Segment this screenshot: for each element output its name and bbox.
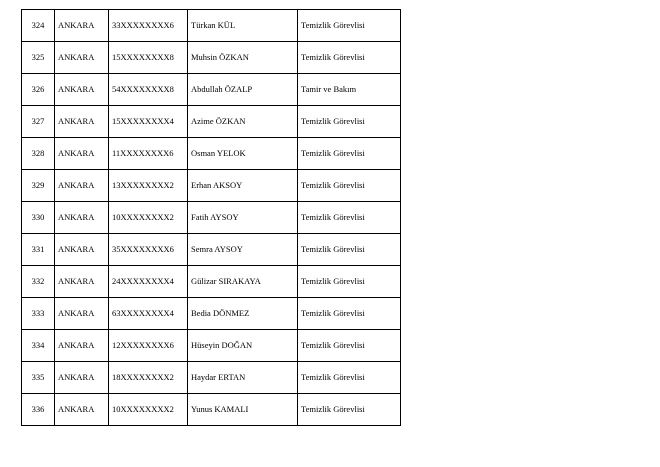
table-cell-no: 328 [22, 138, 55, 170]
table-cell-full-name: Gülizar SIRAKAYA [188, 266, 298, 298]
table-cell-full-name: Erhan AKSOY [188, 170, 298, 202]
table-row [22, 266, 401, 298]
table-cell-role: Temizlik Görevlisi [298, 106, 401, 138]
table-row [22, 106, 401, 138]
records-table-body [22, 10, 401, 426]
table-cell-id-number: 24XXXXXXXX4 [109, 266, 188, 298]
table-cell-role: Temizlik Görevlisi [298, 10, 401, 42]
table-cell-full-name: Semra AYSOY [188, 234, 298, 266]
records-table-container [21, 9, 369, 426]
table-cell-id-number: 13XXXXXXXX2 [109, 170, 188, 202]
table-cell-id-number: 15XXXXXXXX4 [109, 106, 188, 138]
table-cell-city: ANKARA [55, 234, 109, 266]
table-cell-city: ANKARA [55, 74, 109, 106]
table-cell-city: ANKARA [55, 330, 109, 362]
table-cell-no: 325 [22, 42, 55, 74]
table-cell-no: 326 [22, 74, 55, 106]
table-cell-full-name: Fatih AYSOY [188, 202, 298, 234]
table-cell-no: 327 [22, 106, 55, 138]
table-cell-role: Temizlik Görevlisi [298, 138, 401, 170]
table-cell-role: Temizlik Görevlisi [298, 362, 401, 394]
table-row [22, 394, 401, 426]
table-cell-role: Temizlik Görevlisi [298, 394, 401, 426]
table-cell-id-number: 12XXXXXXXX6 [109, 330, 188, 362]
table-row [22, 138, 401, 170]
table-cell-role: Temizlik Görevlisi [298, 234, 401, 266]
records-table [21, 9, 401, 426]
table-cell-city: ANKARA [55, 170, 109, 202]
table-cell-id-number: 15XXXXXXXX8 [109, 42, 188, 74]
table-cell-city: ANKARA [55, 298, 109, 330]
table-row [22, 234, 401, 266]
table-cell-no: 330 [22, 202, 55, 234]
table-cell-id-number: 35XXXXXXXX6 [109, 234, 188, 266]
table-cell-full-name: Türkan KÜL [188, 10, 298, 42]
table-cell-role: Tamir ve Bakım [298, 74, 401, 106]
table-cell-full-name: Bedia DÖNMEZ [188, 298, 298, 330]
table-cell-full-name: Azime ÖZKAN [188, 106, 298, 138]
table-cell-no: 324 [22, 10, 55, 42]
table-cell-no: 334 [22, 330, 55, 362]
table-cell-no: 335 [22, 362, 55, 394]
table-cell-role: Temizlik Görevlisi [298, 298, 401, 330]
table-cell-role: Temizlik Görevlisi [298, 170, 401, 202]
table-cell-full-name: Haydar ERTAN [188, 362, 298, 394]
table-row [22, 362, 401, 394]
table-cell-full-name: Osman YELOK [188, 138, 298, 170]
table-cell-city: ANKARA [55, 202, 109, 234]
table-cell-role: Temizlik Görevlisi [298, 42, 401, 74]
table-cell-id-number: 10XXXXXXXX2 [109, 202, 188, 234]
table-cell-role: Temizlik Görevlisi [298, 330, 401, 362]
table-row [22, 74, 401, 106]
table-row [22, 10, 401, 42]
table-cell-id-number: 54XXXXXXXX8 [109, 74, 188, 106]
table-row [22, 298, 401, 330]
table-cell-no: 336 [22, 394, 55, 426]
table-cell-role: Temizlik Görevlisi [298, 266, 401, 298]
table-cell-id-number: 11XXXXXXXX6 [109, 138, 188, 170]
table-cell-role: Temizlik Görevlisi [298, 202, 401, 234]
table-row [22, 330, 401, 362]
table-cell-full-name: Yunus KAMALI [188, 394, 298, 426]
table-cell-no: 331 [22, 234, 55, 266]
table-cell-no: 332 [22, 266, 55, 298]
table-cell-city: ANKARA [55, 362, 109, 394]
table-cell-city: ANKARA [55, 138, 109, 170]
table-cell-city: ANKARA [55, 266, 109, 298]
table-row [22, 170, 401, 202]
table-cell-id-number: 33XXXXXXXX6 [109, 10, 188, 42]
table-cell-city: ANKARA [55, 10, 109, 42]
table-cell-id-number: 10XXXXXXXX2 [109, 394, 188, 426]
table-cell-id-number: 63XXXXXXXX4 [109, 298, 188, 330]
table-cell-full-name: Muhsin ÖZKAN [188, 42, 298, 74]
table-row [22, 202, 401, 234]
table-cell-full-name: Hüseyin DOĞAN [188, 330, 298, 362]
table-cell-city: ANKARA [55, 42, 109, 74]
table-cell-no: 333 [22, 298, 55, 330]
table-cell-city: ANKARA [55, 106, 109, 138]
table-cell-full-name: Abdullah ÖZALP [188, 74, 298, 106]
table-cell-no: 329 [22, 170, 55, 202]
table-cell-city: ANKARA [55, 394, 109, 426]
table-row [22, 42, 401, 74]
table-cell-id-number: 18XXXXXXXX2 [109, 362, 188, 394]
